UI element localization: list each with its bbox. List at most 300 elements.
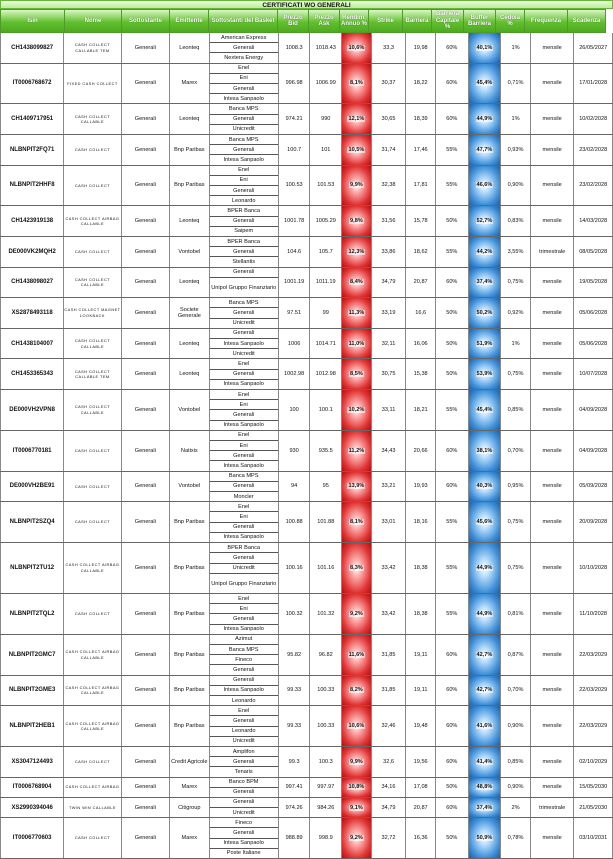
cell-prezzo-ask: 1005.29 xyxy=(310,206,342,236)
cell-sottostante: Generali xyxy=(122,206,170,236)
cell-frequenza: mensile xyxy=(531,502,575,542)
cell-strike: 30,65 xyxy=(372,104,407,134)
rendimento-value: 8,2% xyxy=(350,687,363,694)
cell-sottostante: Generali xyxy=(122,268,170,298)
cell-rendimento xyxy=(342,268,372,298)
rendimento-value: 11,6% xyxy=(348,651,365,658)
basket-item: Enel xyxy=(210,390,278,400)
cell-isin: XS3047124493 xyxy=(0,747,64,777)
buffer-value: 52,7% xyxy=(476,218,493,225)
cell-isin: IT0006770181 xyxy=(0,431,64,471)
cell-cedola: 0,75% xyxy=(501,502,531,542)
cell-emittente: Bnp Paribas xyxy=(170,676,210,706)
buffer-value: 44,9% xyxy=(476,116,493,123)
basket-item: Generali xyxy=(210,614,278,624)
cell-emittente: Leonteq xyxy=(170,268,210,298)
basket-item: Poste Italiane xyxy=(226,850,261,857)
cell-emittente: Leonteq xyxy=(170,329,210,359)
cell-frequenza: mensile xyxy=(531,472,575,502)
cell-sottostante: Generali xyxy=(122,64,170,104)
rendimento-value: 10,6% xyxy=(348,44,365,51)
cell-nome: CASH COLLECT xyxy=(64,472,121,502)
header-frequenza: Frequenza xyxy=(524,9,568,33)
cell-basket xyxy=(210,268,279,298)
cell-scadenza: 22/03/2029 xyxy=(574,635,613,675)
cell-strike: 34,43 xyxy=(372,431,407,471)
cell-nome: CASH COLLECT AIRBAG CALLABLE xyxy=(64,543,121,593)
buffer-value: 53,9% xyxy=(476,371,493,378)
cell-scadenza: 05/06/2028 xyxy=(574,298,613,328)
buffer-value: 51,9% xyxy=(476,340,493,347)
buffer-value: 45,4% xyxy=(476,80,493,87)
cell-nome: CASH COLLECT xyxy=(64,431,121,471)
cell-buffer-barriera xyxy=(469,33,502,63)
cell-prezzo-bid: 1001.19 xyxy=(279,268,311,298)
cell-scadenza: 26/05/2027 xyxy=(574,33,613,63)
cell-frequenza: trimestrale xyxy=(531,798,575,817)
cell-cedola: 0,95% xyxy=(501,472,531,502)
basket-item: Generali xyxy=(210,482,278,492)
basket-item: Azimut xyxy=(210,635,278,645)
cell-frequenza: mensile xyxy=(531,298,575,328)
cell-rendimento xyxy=(342,431,372,471)
buffer-value: 41,6% xyxy=(476,723,493,729)
cell-rendimento xyxy=(342,390,372,430)
table-row xyxy=(0,359,613,390)
header-prezzo-bid: Prezzo Bid xyxy=(277,9,309,33)
basket-item: BPER Banca xyxy=(210,543,278,553)
cell-rendimento xyxy=(342,33,372,63)
cell-barriera-capitale: 50% xyxy=(436,359,469,389)
cell-prezzo-bid: 996.98 xyxy=(279,64,311,104)
basket-item: Leonardo xyxy=(231,697,256,704)
cell-buffer-barriera xyxy=(469,594,502,634)
cell-rendimento xyxy=(342,818,372,858)
cell-cedola: 1% xyxy=(501,104,531,134)
cell-sottostante: Generali xyxy=(122,135,170,165)
rendimento-value: 9,1% xyxy=(350,804,363,811)
basket-item: Banca MPS xyxy=(210,645,278,655)
cell-isin: XS2878493118 xyxy=(0,298,64,328)
cell-emittente: Natixis xyxy=(170,431,210,471)
cell-nome: CASH COLLECT AIRBAG CALLABLE xyxy=(64,206,121,236)
rendimento-value: 9,2% xyxy=(350,835,363,842)
cell-prezzo-bid: 104.6 xyxy=(279,237,311,267)
cell-barriera: 16,06 xyxy=(406,329,436,359)
cell-rendimento xyxy=(342,778,372,797)
rendimento-value: 10,8% xyxy=(348,784,365,791)
basket-item: Intesa Sanpaolo xyxy=(210,339,278,349)
cell-buffer-barriera xyxy=(469,237,502,267)
cell-emittente: Marex xyxy=(170,64,210,104)
cell-scadenza: 19/05/2028 xyxy=(574,268,613,298)
rendimento-value: 8,5% xyxy=(350,371,363,378)
cell-barriera: 16,6 xyxy=(406,298,436,328)
cell-barriera-capitale: 60% xyxy=(436,798,469,817)
cell-nome: CASH COLLECT xyxy=(64,237,121,267)
cell-prezzo-ask: 101.16 xyxy=(310,543,342,593)
cell-buffer-barriera xyxy=(469,390,502,430)
basket-item: Stellantis xyxy=(232,258,256,265)
basket-item: Intesa Sanpaolo xyxy=(223,95,264,102)
cell-prezzo-ask: 95 xyxy=(310,472,342,502)
cell-barriera-capitale: 50% xyxy=(436,298,469,328)
cell-frequenza: trimestrale xyxy=(531,237,575,267)
cell-prezzo-bid: 100.7 xyxy=(279,135,311,165)
rendimento-value: 9,9% xyxy=(350,182,363,189)
buffer-value: 37,4% xyxy=(476,279,493,286)
cell-barriera: 18,21 xyxy=(406,390,436,430)
basket-item: Generali xyxy=(210,523,278,533)
table-row xyxy=(0,431,613,472)
cell-barriera-capitale: 50% xyxy=(436,329,469,359)
basket-item: Enel xyxy=(210,706,278,716)
cell-prezzo-bid: 97.51 xyxy=(279,298,311,328)
cell-rendimento xyxy=(342,298,372,328)
basket-item: Banca MPS xyxy=(210,472,278,482)
table-row xyxy=(0,390,613,431)
header-isin: Isin xyxy=(0,9,65,33)
basket-item: Unicredit xyxy=(232,126,255,133)
basket-item: Intesa Sanpaolo xyxy=(223,422,264,429)
basket-item: Intesa Sanpaolo xyxy=(223,462,264,469)
cell-basket xyxy=(210,798,279,817)
table-row xyxy=(0,747,613,778)
cell-barriera: 18,38 xyxy=(406,543,436,593)
basket-item: Intesa Sanpaolo xyxy=(223,381,264,388)
cell-sottostante: Generali xyxy=(122,359,170,389)
basket-item: Banca MPS xyxy=(210,298,278,308)
cell-emittente: Leonteq xyxy=(170,359,210,389)
cell-strike: 30,75 xyxy=(372,359,407,389)
basket-item: Eni xyxy=(210,400,278,410)
basket-item: Enel xyxy=(210,431,278,441)
cell-barriera: 18,62 xyxy=(406,237,436,267)
cell-isin: CH1423919138 xyxy=(0,206,64,236)
cell-sottostante: Generali xyxy=(122,594,170,634)
cell-buffer-barriera xyxy=(469,706,502,746)
cell-prezzo-ask: 101.88 xyxy=(310,502,342,542)
cell-sottostante: Generali xyxy=(122,329,170,359)
cell-prezzo-bid: 99.3 xyxy=(279,747,311,777)
cell-buffer-barriera xyxy=(469,502,502,542)
basket-item: Nextera Energy xyxy=(224,55,264,61)
header-rendimento: Rendim. Annuo % xyxy=(339,9,369,33)
cell-emittente: Bnp Paribas xyxy=(170,166,210,206)
cell-isin: NLBNPIT2GMC7 xyxy=(0,635,64,675)
cell-scadenza: 23/02/2028 xyxy=(574,135,613,165)
basket-item: Moncler xyxy=(233,493,254,500)
basket-item: Generali xyxy=(210,115,278,125)
cell-nome: CASH COLLECT xyxy=(64,502,121,542)
cell-buffer-barriera xyxy=(469,135,502,165)
cell-buffer-barriera xyxy=(469,747,502,777)
table-row xyxy=(0,635,613,676)
cell-prezzo-bid: 100.32 xyxy=(279,594,311,634)
cell-barriera: 16,36 xyxy=(406,818,436,858)
cell-cedola: 0,81% xyxy=(501,594,531,634)
basket-item: Generali xyxy=(210,247,278,257)
basket-item: Leonardo xyxy=(210,727,278,737)
cell-barriera: 18,22 xyxy=(406,64,436,104)
cell-prezzo-bid: 94 xyxy=(279,472,311,502)
basket-item: Generali xyxy=(210,268,278,279)
cell-barriera: 17,08 xyxy=(406,778,436,797)
cell-barriera: 19,93 xyxy=(406,472,436,502)
basket-item: Intesa Sanpaolo xyxy=(223,626,264,633)
basket-item: BPER Banca xyxy=(210,206,278,216)
cell-isin: DE000VK2MQH2 xyxy=(0,237,64,267)
basket-item: Generali xyxy=(210,308,278,318)
cell-prezzo-bid: 1002.98 xyxy=(279,359,311,389)
cell-basket xyxy=(210,778,279,797)
cell-sottostante: Generali xyxy=(122,818,170,858)
cell-prezzo-bid: 1001.78 xyxy=(279,206,311,236)
cell-nome: CASH COLLECT xyxy=(64,135,121,165)
cell-frequenza: mensile xyxy=(531,206,575,236)
cell-rendimento xyxy=(342,676,372,706)
basket-item: Unipol Gruppo Finanziario xyxy=(211,580,277,587)
cell-basket xyxy=(210,135,279,165)
rendimento-value: 8,3% xyxy=(350,564,363,571)
cell-barriera-capitale: 50% xyxy=(436,206,469,236)
cell-strike: 33,01 xyxy=(372,502,407,542)
cell-isin: NLBNPIT2SZQ4 xyxy=(0,502,64,542)
cell-prezzo-bid: 100.16 xyxy=(279,543,311,593)
cell-isin: DE000VH2BE91 xyxy=(0,472,64,502)
cell-scadenza: 10/07/2028 xyxy=(574,359,613,389)
cell-buffer-barriera xyxy=(469,431,502,471)
cell-barriera-capitale: 55% xyxy=(436,502,469,542)
basket-item: Tenaris xyxy=(234,768,253,775)
cell-scadenza: 11/10/2028 xyxy=(574,594,613,634)
cell-strike: 32,72 xyxy=(372,818,407,858)
cell-cedola: 0,93% xyxy=(501,135,531,165)
cell-strike: 31,85 xyxy=(372,635,407,675)
cell-barriera-capitale: 50% xyxy=(436,778,469,797)
cell-basket xyxy=(210,594,279,634)
rendimento-value: 8,4% xyxy=(350,279,363,286)
cell-prezzo-bid: 974.21 xyxy=(279,104,311,134)
rendimento-value: 10,2% xyxy=(348,406,365,413)
rendimento-value: 8,1% xyxy=(350,80,363,87)
cell-cedola: 1% xyxy=(501,329,531,359)
cell-prezzo-bid: 95.82 xyxy=(279,635,311,675)
cell-strike: 31,56 xyxy=(372,206,407,236)
cell-strike: 33,86 xyxy=(372,237,407,267)
cell-buffer-barriera xyxy=(469,798,502,817)
buffer-value: 44,2% xyxy=(476,248,493,255)
basket-item: Generali xyxy=(210,676,278,686)
basket-item: Enel xyxy=(210,502,278,512)
basket-item: Unicredit xyxy=(210,564,278,574)
table-row xyxy=(0,798,613,818)
buffer-value: 44,9% xyxy=(476,564,493,571)
cell-strike: 32,46 xyxy=(372,706,407,746)
cell-emittente: Marex xyxy=(170,818,210,858)
buffer-value: 47,7% xyxy=(476,146,493,153)
cell-rendimento xyxy=(342,206,372,236)
basket-item: Generali xyxy=(210,186,278,196)
cell-barriera-capitale: 60% xyxy=(436,676,469,706)
cell-prezzo-ask: 100.33 xyxy=(310,706,342,746)
cell-strike: 33,42 xyxy=(372,594,407,634)
table-row xyxy=(0,778,613,798)
basket-item: Amplifon xyxy=(210,747,278,757)
cell-nome: CASH COLLECT AIRBAG CALLABLE xyxy=(64,635,121,675)
cell-prezzo-bid: 100.88 xyxy=(279,502,311,542)
cell-rendimento xyxy=(342,104,372,134)
cell-emittente: Leonteq xyxy=(170,33,210,63)
cell-isin: XS2990394046 xyxy=(0,798,64,817)
cell-nome: CASH COLLECT CALLABLE TEM xyxy=(64,33,121,63)
cell-frequenza: mensile xyxy=(531,778,575,797)
cell-cedola: 0,85% xyxy=(501,747,531,777)
cell-barriera-capitale: 60% xyxy=(436,747,469,777)
header-nome: Nome xyxy=(64,9,122,33)
cell-emittente: Citigroup xyxy=(170,798,210,817)
cell-rendimento xyxy=(342,237,372,267)
cell-basket xyxy=(210,818,279,858)
cell-prezzo-ask: 1018.43 xyxy=(310,33,342,63)
cell-prezzo-ask: 100.33 xyxy=(310,676,342,706)
cell-barriera: 19,98 xyxy=(406,33,436,63)
rendimento-value: 10,6% xyxy=(348,723,365,729)
cell-rendimento xyxy=(342,359,372,389)
cell-isin: CH1438104007 xyxy=(0,329,64,359)
cell-emittente: Bnp Paribas xyxy=(170,502,210,542)
cell-strike: 34,79 xyxy=(372,798,407,817)
cell-cedola: 0,83% xyxy=(501,206,531,236)
cell-barriera-capitale: 60% xyxy=(436,431,469,471)
cell-barriera: 18,38 xyxy=(406,594,436,634)
table-row xyxy=(0,298,613,329)
cell-sottostante: Generali xyxy=(122,706,170,746)
basket-item: Unicredit xyxy=(232,738,255,745)
basket-item: Intesa Sanpaolo xyxy=(223,534,264,541)
buffer-value: 50,9% xyxy=(476,835,493,842)
cell-frequenza: mensile xyxy=(531,635,575,675)
cell-prezzo-bid: 988.89 xyxy=(279,818,311,858)
cell-frequenza: mensile xyxy=(531,594,575,634)
rendimento-value: 10,5% xyxy=(348,146,365,153)
cell-scadenza: 22/03/2029 xyxy=(574,706,613,746)
cell-nome: CASH COLLECT AIRBAG xyxy=(64,778,121,797)
cell-isin: CH1438098027 xyxy=(0,268,64,298)
cell-frequenza: mensile xyxy=(531,543,575,593)
cell-scadenza: 21/05/2030 xyxy=(574,798,613,817)
cell-cedola: 3,55% xyxy=(501,237,531,267)
cell-emittente: Leonteq xyxy=(170,206,210,236)
cell-sottostante: Generali xyxy=(122,676,170,706)
cell-scadenza: 23/02/2028 xyxy=(574,166,613,206)
header-prezzo-ask: Prezzo Ask xyxy=(308,9,340,33)
basket-item: Eni xyxy=(210,441,278,451)
header-barriera-capitale: Barriera Capitale % xyxy=(431,9,464,33)
rendimento-value: 11,3% xyxy=(348,309,365,316)
basket-item: Saipem xyxy=(234,228,254,235)
cell-rendimento xyxy=(342,135,372,165)
basket-item: Generali xyxy=(210,798,278,808)
cell-barriera-capitale: 60% xyxy=(436,64,469,104)
basket-item: Unicredit xyxy=(232,320,255,327)
table-row xyxy=(0,543,613,594)
basket-item: Generali xyxy=(210,553,278,563)
cell-basket xyxy=(210,706,279,746)
cell-prezzo-ask: 997.97 xyxy=(310,778,342,797)
cell-cedola: 0,70% xyxy=(501,431,531,471)
cell-buffer-barriera xyxy=(469,818,502,858)
basket-item: Unicredit xyxy=(232,809,255,816)
cell-barriera: 15,38 xyxy=(406,359,436,389)
basket-item: Generali xyxy=(210,410,278,420)
cell-sottostante: Generali xyxy=(122,747,170,777)
buffer-value: 46,6% xyxy=(476,182,493,189)
cell-sottostante: Generali xyxy=(122,431,170,471)
cell-emittente: Bnp Paribas xyxy=(170,543,210,593)
cell-prezzo-ask: 1011.19 xyxy=(310,268,342,298)
table-row xyxy=(0,166,613,207)
cell-prezzo-ask: 99 xyxy=(310,298,342,328)
cell-prezzo-bid: 100.53 xyxy=(279,166,311,206)
cell-basket xyxy=(210,166,279,206)
cell-basket xyxy=(210,543,279,593)
cell-nome: CASH COLLECT xyxy=(64,818,121,858)
cell-basket xyxy=(210,33,279,63)
cell-nome: CASH COLLECT AIRBAG CALLABLE xyxy=(64,706,121,746)
table-row xyxy=(0,472,613,503)
cell-frequenza: mensile xyxy=(531,135,575,165)
cell-prezzo-bid: 99.33 xyxy=(279,676,311,706)
basket-item: Eni xyxy=(210,604,278,614)
cell-sottostante: Generali xyxy=(122,502,170,542)
cell-barriera: 20,66 xyxy=(406,431,436,471)
basket-item: Intesa Sanpaolo xyxy=(210,686,278,696)
cell-emittente: Bnp Paribas xyxy=(170,594,210,634)
cell-scadenza: 17/01/2028 xyxy=(574,64,613,104)
cell-rendimento xyxy=(342,543,372,593)
cell-barriera: 18,16 xyxy=(406,502,436,542)
buffer-value: 41,4% xyxy=(476,758,493,765)
cell-barriera-capitale: 55% xyxy=(436,594,469,634)
cell-nome: CASH COLLECT xyxy=(64,166,121,206)
cell-prezzo-ask: 998.9 xyxy=(310,818,342,858)
cell-cedola: 0,71% xyxy=(501,64,531,104)
cell-rendimento xyxy=(342,502,372,542)
cell-frequenza: mensile xyxy=(531,818,575,858)
cell-buffer-barriera xyxy=(469,543,502,593)
cell-buffer-barriera xyxy=(469,104,502,134)
basket-item: BPER Banca xyxy=(210,237,278,247)
cell-nome: FIXED CASH COLLECT xyxy=(64,64,121,104)
cell-basket xyxy=(210,502,279,542)
cell-cedola: 0,75% xyxy=(501,359,531,389)
cell-emittente: Vontobel xyxy=(170,472,210,502)
cell-strike: 30,37 xyxy=(372,64,407,104)
cell-prezzo-bid: 974.26 xyxy=(279,798,311,817)
basket-item: Fineco xyxy=(210,818,278,828)
cell-sottostante: Generali xyxy=(122,33,170,63)
cell-basket xyxy=(210,64,279,104)
basket-item: Intesa Sanpaolo xyxy=(223,156,264,163)
cell-barriera: 20,87 xyxy=(406,268,436,298)
cell-isin: CH1409717951 xyxy=(0,104,64,134)
cell-isin: CH1438099827 xyxy=(0,33,64,63)
cell-prezzo-ask: 1014.71 xyxy=(310,329,342,359)
basket-item: Enel xyxy=(210,64,278,74)
rendimento-value: 13,9% xyxy=(348,483,365,490)
cell-isin: DE000VH2VPN8 xyxy=(0,390,64,430)
